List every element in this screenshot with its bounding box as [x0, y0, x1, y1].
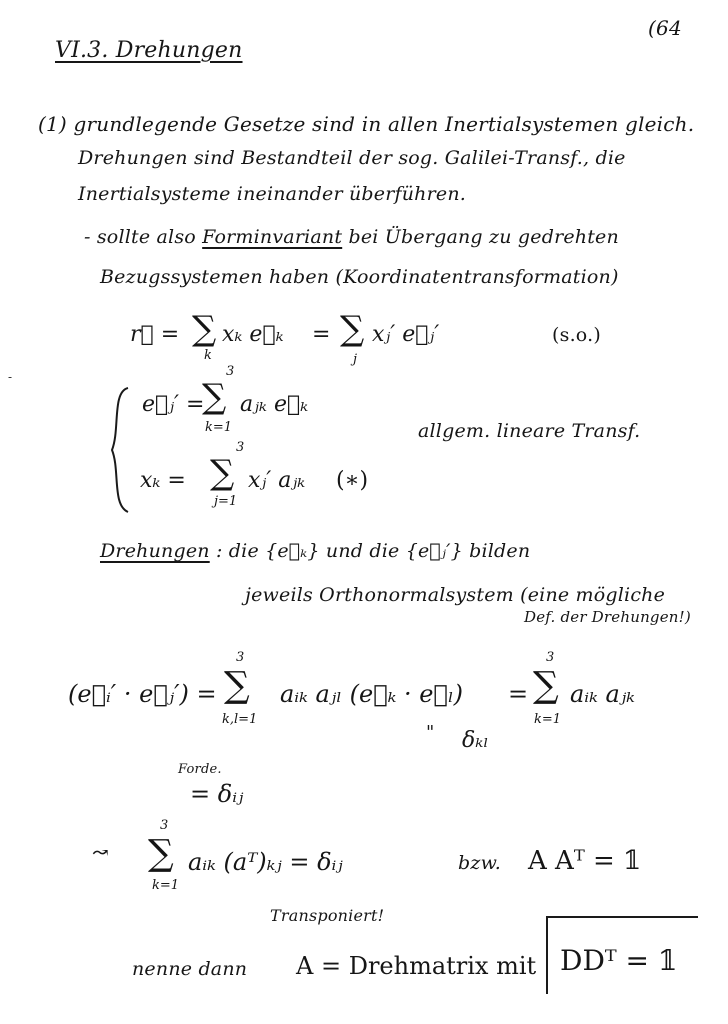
para1-line3: Inertialsysteme ineinander überführen.: [78, 183, 466, 205]
eq1-term1: xₖ e⃗ₖ: [222, 322, 284, 347]
eq4-sum1-top: 3: [236, 650, 245, 665]
eq3-sum-bottom: j=1: [214, 494, 238, 509]
bullet-underlined-term: Forminvariant: [202, 226, 343, 248]
eq2-sigma: ∑: [202, 377, 227, 417]
eq4-delta: δₖₗ: [462, 728, 489, 753]
eq4-sum1-bottom: k,l=1: [222, 712, 258, 727]
def-line2: jeweils Orthonormalsystem (eine mögliche: [245, 584, 666, 606]
eq1-sum2-sigma: ∑: [340, 309, 365, 349]
def-line1: [100, 540, 530, 562]
eq3-lhs: xₖ =: [140, 468, 186, 493]
page-number-bracket: (: [648, 16, 657, 40]
bullet-line2: Bezugssystemen haben (Koordinatentransformation): [100, 266, 619, 288]
eq1-sum1-sub: k: [204, 348, 212, 363]
eq6-sum-bottom: k=1: [152, 878, 180, 893]
eq3-rhs: xⱼ′ aⱼₖ: [248, 468, 306, 493]
eq6-arrow: ↝: [92, 840, 109, 864]
page-number: (64: [648, 16, 682, 40]
eq4-sigma1: ∑: [224, 665, 250, 706]
eq2-sum-bottom: k=1: [205, 420, 233, 435]
eq1-sum2-sub: j: [353, 352, 358, 367]
eq3-sigma: ∑: [210, 453, 235, 493]
eq2-sum-top: 3: [226, 364, 235, 379]
para1-line2: Drehungen sind Bestandteil der sog. Galilei-Transf., die: [78, 147, 626, 169]
margin-mark: -: [8, 370, 13, 384]
eq3-sum-top: 3: [236, 440, 245, 455]
eq4-sum2-top: 3: [546, 650, 555, 665]
eq4-rhs: aᵢₖ aⱼₖ: [570, 680, 635, 708]
def-line3: Def. der Drehungen!): [524, 608, 691, 626]
final-boxed-equation: DDᵀ = 𝟙: [560, 944, 678, 977]
final-equation: A = Drehmatrix mit: [296, 952, 537, 980]
eq4-under-mark: ": [426, 722, 435, 743]
eq6-expr: aᵢₖ (aᵀ)ₖⱼ = δᵢⱼ: [188, 848, 343, 876]
eq1-lhs: r⃗ =: [130, 322, 180, 347]
eq1-equals: =: [312, 322, 331, 347]
def-term: Drehungen: [100, 540, 210, 562]
def-text1: : die {e⃗ₖ} und die {e⃗ⱼ′} bilden: [215, 540, 531, 562]
eq1-term2: xⱼ′ e⃗ⱼ′: [372, 322, 440, 347]
eq4-mid: aᵢₖ aⱼₗ (e⃗ₖ · e⃗ₗ): [280, 680, 464, 708]
eq2-lhs: e⃗ⱼ′ =: [142, 392, 205, 417]
bullet-suffix: bei Übergang zu gedrehten: [348, 226, 619, 248]
eq6-matrix: A Aᵀ = 𝟙: [528, 846, 642, 876]
eq5-label: Forde.: [178, 762, 222, 777]
eq5-rhs: = δᵢⱼ: [190, 780, 244, 808]
eq4-lhs: (e⃗ᵢ′ · e⃗ⱼ′) =: [68, 680, 217, 708]
eq-note: allgem. lineare Transf.: [418, 420, 641, 442]
eq3-star: (∗): [336, 468, 369, 493]
eq4-equals: =: [508, 680, 529, 708]
eq1-reference: (s.o.): [552, 324, 601, 346]
eq6-sum-top: 3: [160, 818, 169, 833]
eq6-sigma: ∑: [148, 833, 174, 874]
eq4-sum2-bottom: k=1: [534, 712, 562, 727]
eq2-rhs: aⱼₖ e⃗ₖ: [240, 392, 309, 417]
final-text: nenne dann: [132, 958, 248, 980]
section-title: VI.3. Drehungen: [55, 38, 243, 63]
transpose-note: Transponiert!: [270, 906, 385, 925]
eq1-sum1-sigma: ∑: [192, 309, 217, 349]
bullet-prefix: - sollte also: [84, 226, 196, 248]
eq6-bzw: bzw.: [458, 852, 502, 874]
para1-line1: (1) grundlegende Gesetze sind in allen Inertialsystemen gleich.: [38, 112, 695, 136]
eq4-sigma2: ∑: [533, 665, 559, 706]
